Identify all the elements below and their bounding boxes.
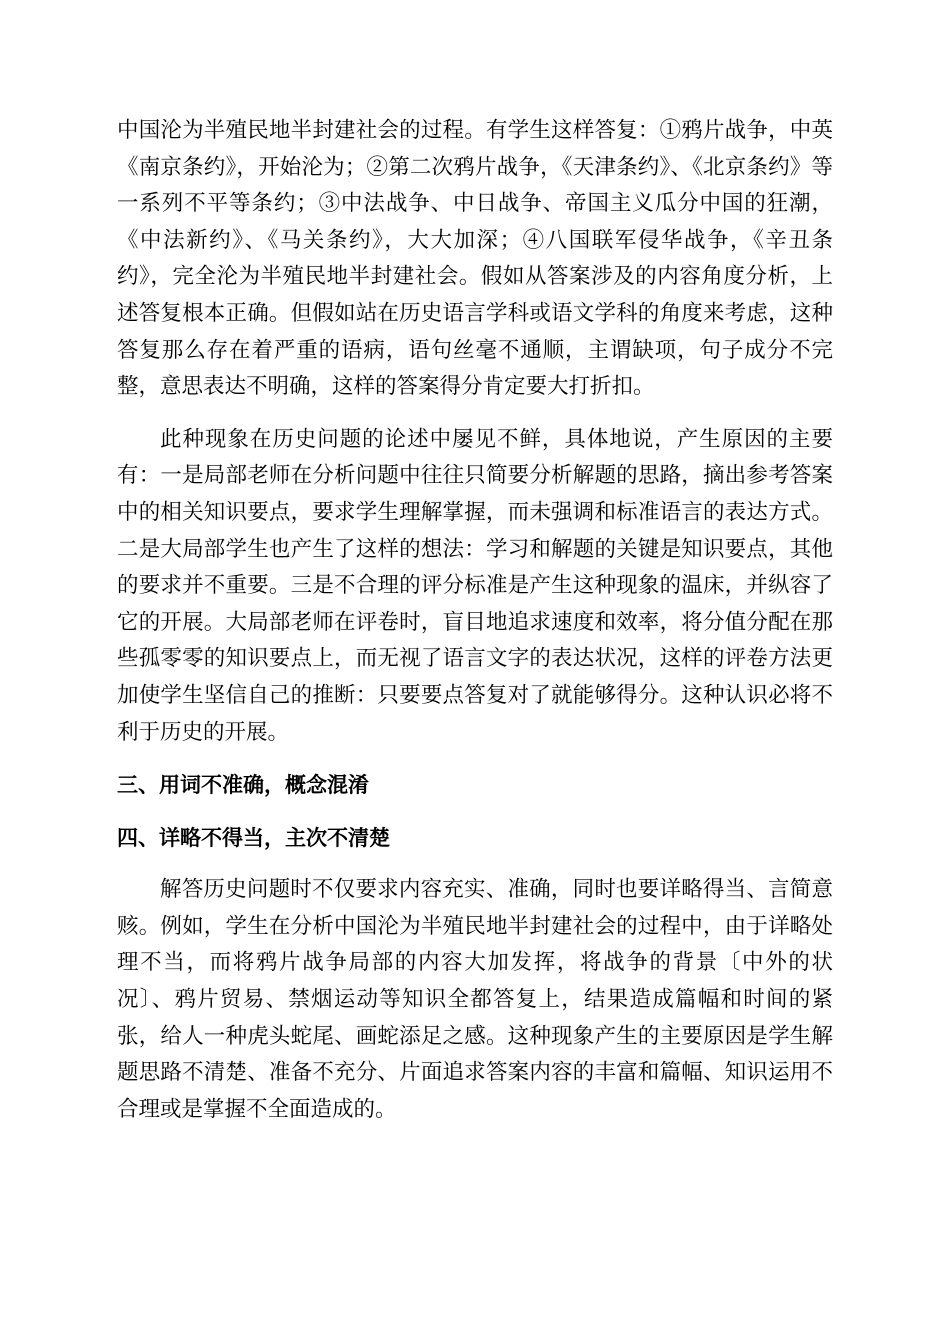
body-paragraph-causes: 此种现象在历史问题的论述中屡见不鲜，具体地说，产生原因的主要有：一是局部老师在分析问题中往往只简要分析解题的思路，摘出参考答案中的相关知识要点，要求学生理解掌握，而未强调和标准语言的表达方式。二是大局部学生也产生了这样的想法：学习和解题的关键是知识要点，其他的要求并不重要。三是不合理的评分标准是产生这种现象的温床，并纵容了它的开展。大局部老师在评卷时，盲目地追求速度和效率，将分值分配在那些孤零零的知识要点上，而无视了语言文字的表达状况，这样的评卷方法更加使学生坚信自己的推断：只要要点答复对了就能够得分。这种认识必将不利于历史的开展。 (117, 426, 833, 745)
body-paragraph-detail-balance: 解答历史问题时不仅要求内容充实、准确，同时也要详略得当、言简意赅。例如，学生在分析中国沦为半殖民地半封建社会的过程中，由于详略处理不当，而将鸦片战争局部的内容大加发挥，将战争的背景〔中外的状况〕、鸦片贸易、禁烟运动等知识全都答复上，结果造成篇幅和时间的紧张，给人一种虎头蛇尾、画蛇添足之感。这种现象产生的主要原因是学生解题思路不清楚、准备不充分、片面追求答案内容的丰富和篇幅、知识运用不合理或是掌握不全面造成的。 (117, 877, 833, 1122)
document-page (117, 113, 833, 1144)
section-heading-3: 三、用词不准确，概念混淆 (117, 773, 369, 798)
body-paragraph-answer-example: 中国沦为半殖民地半封建社会的过程。有学生这样答复：①鸦片战争，中英《南京条约》，开始沦为；②第二次鸦片战争，《天津条约》、《北京条约》等一系列不平等条约；③中法战争、中日战争、帝国主义瓜分中国的狂潮，《中法新约》、《马关条约》，大大加深；④八国联军侵华战争，《辛丑条约》，完全沦为半殖民地半封建社会。假如从答案涉及的内容角度分析，上述答复根本正确。但假如站在历史语言学科或语文学科的角度来考虑，这种答复那么存在着严重的语病，语句丝毫不通顺，主谓缺项，句子成分不完整，意思表达不明确，这样的答案得分肯定要大打折扣。 (117, 118, 833, 400)
section-heading-4: 四、详略不得当，主次不清楚 (117, 825, 390, 850)
